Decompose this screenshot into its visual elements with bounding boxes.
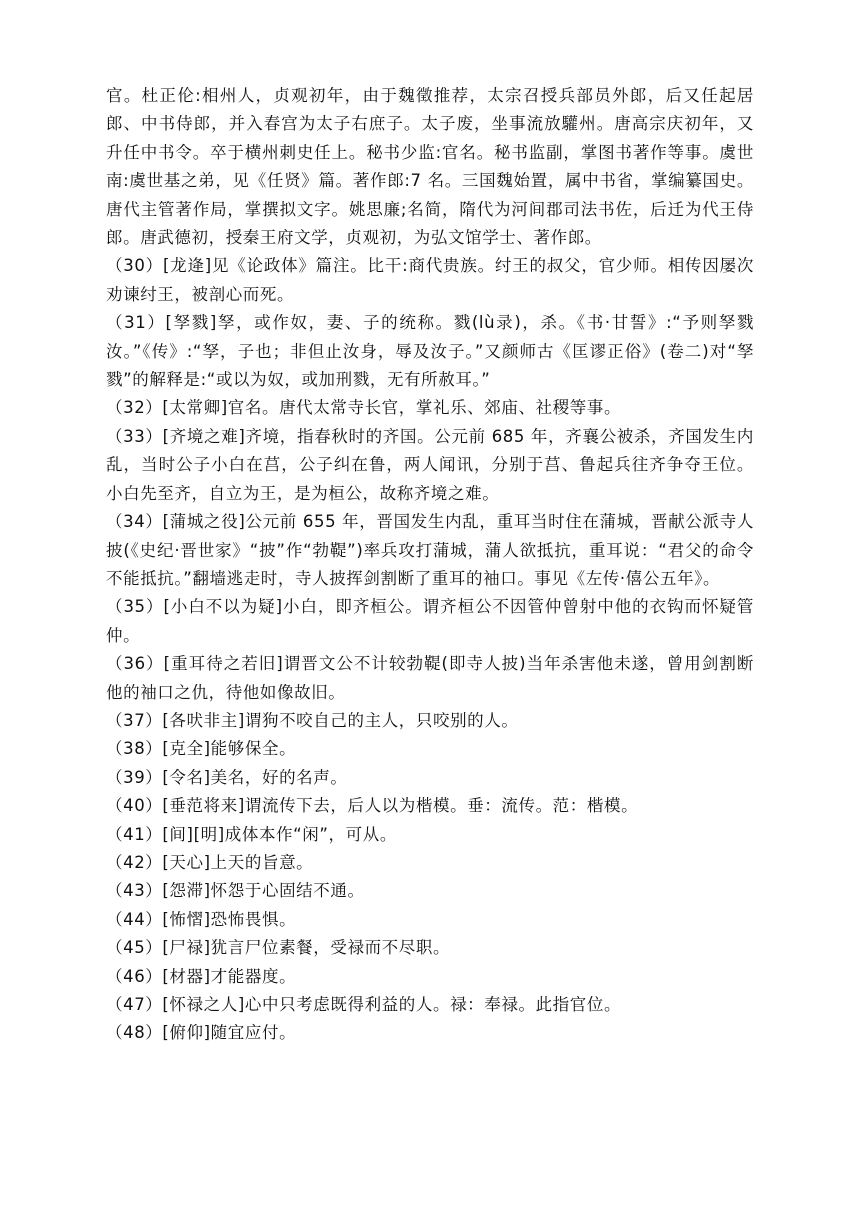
note-44: （44）[怖慴]恐怖畏惧。 (106, 909, 297, 929)
paragraph-intro-continued: 官。杜正伦:相州人，贞观初年，由于魏徵推荐，太宗召授兵部员外郎，后又任起居郎、中书侍郎，并入春宫为太子右庶子。太子废，坐事流放驩州。唐高宗庆初年，又升任中书令。卒于横州刺史任上。秘书少监:官名。秘书监副，掌图书著作等事。虞世南:虞世基之弟，见《任贤》篇。著作郎:7 名。三国魏始置，属中书省，掌编纂国史。唐代主管著作局，掌撰拟文字。姚思廉;名简，隋代为河间郡司法书佐，后迁为代王侍郎。唐武德初，授秦王府文学，贞观初，为弘文馆学士、著作郎。 (106, 86, 754, 248)
note-42: （42）[天心]上天的旨意。 (106, 852, 314, 872)
note-41: （41）[间][明]成体本作“闲”，可从。 (106, 824, 397, 844)
note-46: （46）[材器]才能器度。 (106, 966, 297, 986)
note-48: （48）[俯仰]随宜应付。 (106, 1023, 297, 1043)
note-35: （35）[小白不以为疑]小白，即齐桓公。谓齐桓公不因管仲曾射中他的衣钩而怀疑管仲。 (106, 597, 754, 645)
note-34: （34）[蒲城之役]公元前 655 年，晋国发生内乱，重耳当时住在蒲城，晋献公派寺人披(《史纪·晋世家》“披”作“勃鞮”)率兵攻打蒲城，蒲人欲抵抗，重耳说：“君父的命令不能抵抗。”翻墙逃走时，寺人披挥剑割断了重耳的袖口。事见《左传·僖公五年》。 (106, 512, 754, 588)
note-47: （47）[怀禄之人]心中只考虑既得利益的人。禄：奉禄。此指官位。 (106, 995, 622, 1014)
note-36: （36）[重耳待之若旧]谓晋文公不计较勃鞮(即寺人披)当年杀害他未遂，曾用剑割断他的袖口之仇，待他如像故旧。 (106, 654, 754, 702)
note-32: （32）[太常卿]官名。唐代太常寺长官，掌礼乐、郊庙、社稷等事。 (106, 398, 622, 418)
note-33: （33）[齐境之难]齐境，指春秋时的齐国。公元前 685 年，齐襄公被杀，齐国发生内乱，当时公子小白在莒，公子纠在鲁，两人闻讯，分别于莒、鲁起兵往齐争夺王位。小白先至齐，自立为王，是为桓公，故称齐境之难。 (106, 426, 754, 503)
note-37: （37）[各吠非主]谓狗不咬自己的主人，只咬别的人。 (106, 710, 519, 730)
note-38: （38）[克全]能够保全。 (106, 739, 297, 759)
note-30: （30）[龙逄]见《论政体》篇注。比干:商代贵族。纣王的叔父，官少师。相传因屡次劝谏纣王，被剖心而死。 (106, 256, 754, 304)
note-43: （43）[怨滞]怀怨于心固结不通。 (106, 881, 365, 901)
note-45: （45）[尸禄]犹言尸位素餐，受禄而不尽职。 (106, 938, 451, 958)
note-40: （40）[垂范将来]谓流传下去，后人以为楷模。垂：流传。范：楷模。 (106, 796, 639, 816)
note-31: （31）[孥戮]孥，或作奴，妻、子的统称。戮(lù录)，杀。《书·甘誓》:“予则孥戮汝。”《传》:“孥，子也；非但止汝身，辱及汝子。”又颜师古《匡谬正俗》(卷二)对“孥戮”的解释是:“或以为奴，或加刑戮，无有所赦耳。” (106, 313, 754, 390)
note-39: （39）[令名]美名，好的名声。 (106, 767, 348, 787)
document-body (106, 82, 754, 1048)
